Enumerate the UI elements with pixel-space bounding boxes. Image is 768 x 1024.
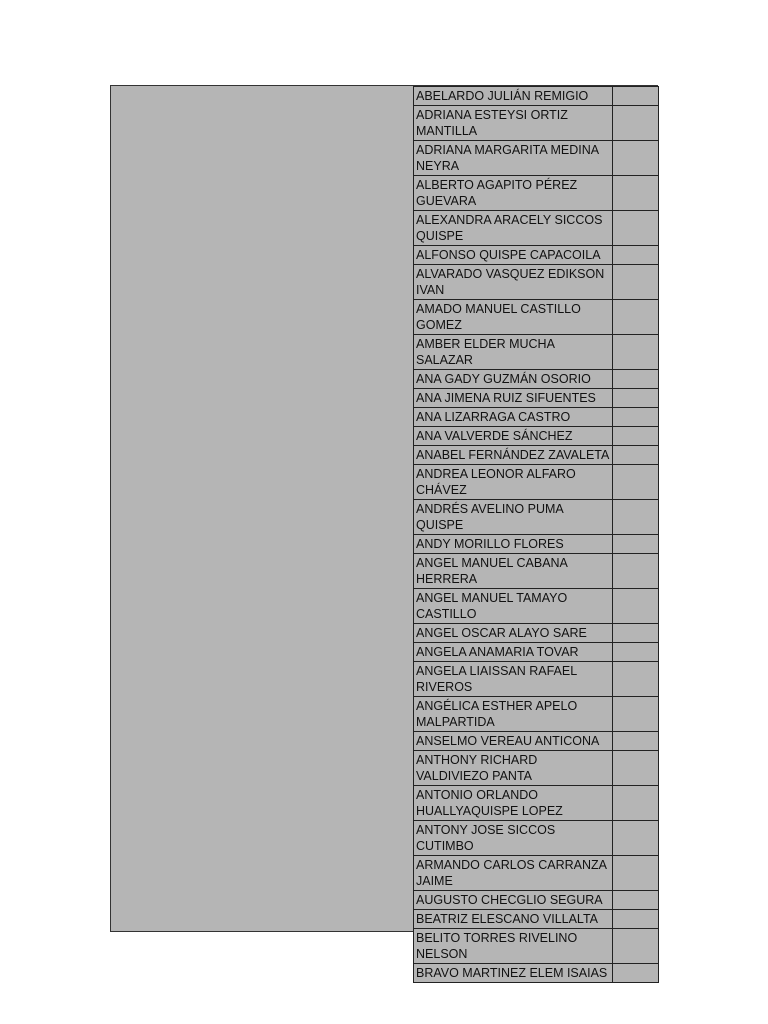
name-cell: ANGELA ANAMARIA TOVAR bbox=[414, 643, 613, 662]
empty-cell bbox=[613, 891, 659, 910]
table-row bbox=[414, 643, 659, 662]
empty-cell bbox=[613, 662, 659, 697]
empty-cell bbox=[613, 500, 659, 535]
table-row bbox=[414, 408, 659, 427]
table-row bbox=[414, 891, 659, 910]
table-row bbox=[414, 370, 659, 389]
table-row bbox=[414, 446, 659, 465]
name-cell: ANDREA LEONOR ALFARO CHÁVEZ bbox=[414, 465, 613, 500]
name-cell: AMBER ELDER MUCHA SALAZAR bbox=[414, 335, 613, 370]
empty-cell bbox=[613, 106, 659, 141]
names-table bbox=[413, 86, 659, 983]
table-row bbox=[414, 500, 659, 535]
empty-cell bbox=[613, 929, 659, 964]
name-cell: ANA JIMENA RUIZ SIFUENTES bbox=[414, 389, 613, 408]
name-cell: ARMANDO CARLOS CARRANZA JAIME bbox=[414, 856, 613, 891]
table-row bbox=[414, 176, 659, 211]
table-row bbox=[414, 929, 659, 964]
name-cell: ANGÉLICA ESTHER APELO MALPARTIDA bbox=[414, 697, 613, 732]
name-cell: ANA LIZARRAGA CASTRO bbox=[414, 408, 613, 427]
name-cell: ANGEL MANUEL TAMAYO CASTILLO bbox=[414, 589, 613, 624]
empty-cell bbox=[613, 370, 659, 389]
table-row bbox=[414, 106, 659, 141]
empty-cell bbox=[613, 389, 659, 408]
empty-cell bbox=[613, 535, 659, 554]
name-cell: ALVARADO VASQUEZ EDIKSON IVAN bbox=[414, 265, 613, 300]
name-cell: BRAVO MARTINEZ ELEM ISAIAS bbox=[414, 964, 613, 983]
empty-cell bbox=[613, 643, 659, 662]
empty-cell bbox=[613, 265, 659, 300]
table-row bbox=[414, 732, 659, 751]
table-row bbox=[414, 427, 659, 446]
table-row bbox=[414, 589, 659, 624]
name-cell: ANABEL FERNÁNDEZ ZAVALETA bbox=[414, 446, 613, 465]
table-row bbox=[414, 751, 659, 786]
name-cell: ALBERTO AGAPITO PÉREZ GUEVARA bbox=[414, 176, 613, 211]
table-row bbox=[414, 335, 659, 370]
table-row bbox=[414, 697, 659, 732]
table-row bbox=[414, 964, 659, 983]
table-row bbox=[414, 554, 659, 589]
name-cell: BELITO TORRES RIVELINO NELSON bbox=[414, 929, 613, 964]
empty-cell bbox=[613, 211, 659, 246]
name-cell: ANTONY JOSE SICCOS CUTIMBO bbox=[414, 821, 613, 856]
name-cell: ANA VALVERDE SÁNCHEZ bbox=[414, 427, 613, 446]
name-cell: ALFONSO QUISPE CAPACOILA bbox=[414, 246, 613, 265]
empty-cell bbox=[613, 697, 659, 732]
name-cell: ANA GADY GUZMÁN OSORIO bbox=[414, 370, 613, 389]
name-cell: AMADO MANUEL CASTILLO GOMEZ bbox=[414, 300, 613, 335]
empty-cell bbox=[613, 554, 659, 589]
table-row bbox=[414, 465, 659, 500]
name-cell: ANSELMO VEREAU ANTICONA bbox=[414, 732, 613, 751]
name-cell: ANDY MORILLO FLORES bbox=[414, 535, 613, 554]
table-row bbox=[414, 389, 659, 408]
empty-cell bbox=[613, 300, 659, 335]
empty-cell bbox=[613, 246, 659, 265]
name-cell: ADRIANA ESTEYSI ORTIZ MANTILLA bbox=[414, 106, 613, 141]
empty-cell bbox=[613, 446, 659, 465]
name-cell: ANTONIO ORLANDO HUALLYAQUISPE LOPEZ bbox=[414, 786, 613, 821]
table-row bbox=[414, 141, 659, 176]
table-row bbox=[414, 300, 659, 335]
table-row bbox=[414, 87, 659, 106]
table-row bbox=[414, 786, 659, 821]
table-row bbox=[414, 662, 659, 697]
table-row bbox=[414, 265, 659, 300]
empty-cell bbox=[613, 821, 659, 856]
empty-cell bbox=[613, 141, 659, 176]
table-row bbox=[414, 910, 659, 929]
table-row bbox=[414, 535, 659, 554]
name-cell: ANGELA LIAISSAN RAFAEL RIVEROS bbox=[414, 662, 613, 697]
empty-cell bbox=[613, 176, 659, 211]
name-cell: ADRIANA MARGARITA MEDINA NEYRA bbox=[414, 141, 613, 176]
name-cell: ANTHONY RICHARD VALDIVIEZO PANTA bbox=[414, 751, 613, 786]
empty-cell bbox=[613, 427, 659, 446]
empty-cell bbox=[613, 589, 659, 624]
table-row bbox=[414, 211, 659, 246]
empty-cell bbox=[613, 856, 659, 891]
name-cell: ABELARDO JULIÁN REMIGIO bbox=[414, 87, 613, 106]
name-cell: ALEXANDRA ARACELY SICCOS QUISPE bbox=[414, 211, 613, 246]
empty-cell bbox=[613, 732, 659, 751]
table-row bbox=[414, 624, 659, 643]
name-cell: ANGEL OSCAR ALAYO SARE bbox=[414, 624, 613, 643]
empty-cell bbox=[613, 964, 659, 983]
empty-cell bbox=[613, 786, 659, 821]
table-row bbox=[414, 856, 659, 891]
empty-cell bbox=[613, 87, 659, 106]
name-cell: AUGUSTO CHECGLIO SEGURA bbox=[414, 891, 613, 910]
empty-cell bbox=[613, 335, 659, 370]
empty-cell bbox=[613, 624, 659, 643]
empty-cell bbox=[613, 465, 659, 500]
empty-cell bbox=[613, 910, 659, 929]
table-row bbox=[414, 821, 659, 856]
name-cell: BEATRIZ ELESCANO VILLALTA bbox=[414, 910, 613, 929]
name-cell: ANDRÉS AVELINO PUMA QUISPE bbox=[414, 500, 613, 535]
name-cell: ANGEL MANUEL CABANA HERRERA bbox=[414, 554, 613, 589]
empty-cell bbox=[613, 751, 659, 786]
table-row bbox=[414, 246, 659, 265]
empty-cell bbox=[613, 408, 659, 427]
